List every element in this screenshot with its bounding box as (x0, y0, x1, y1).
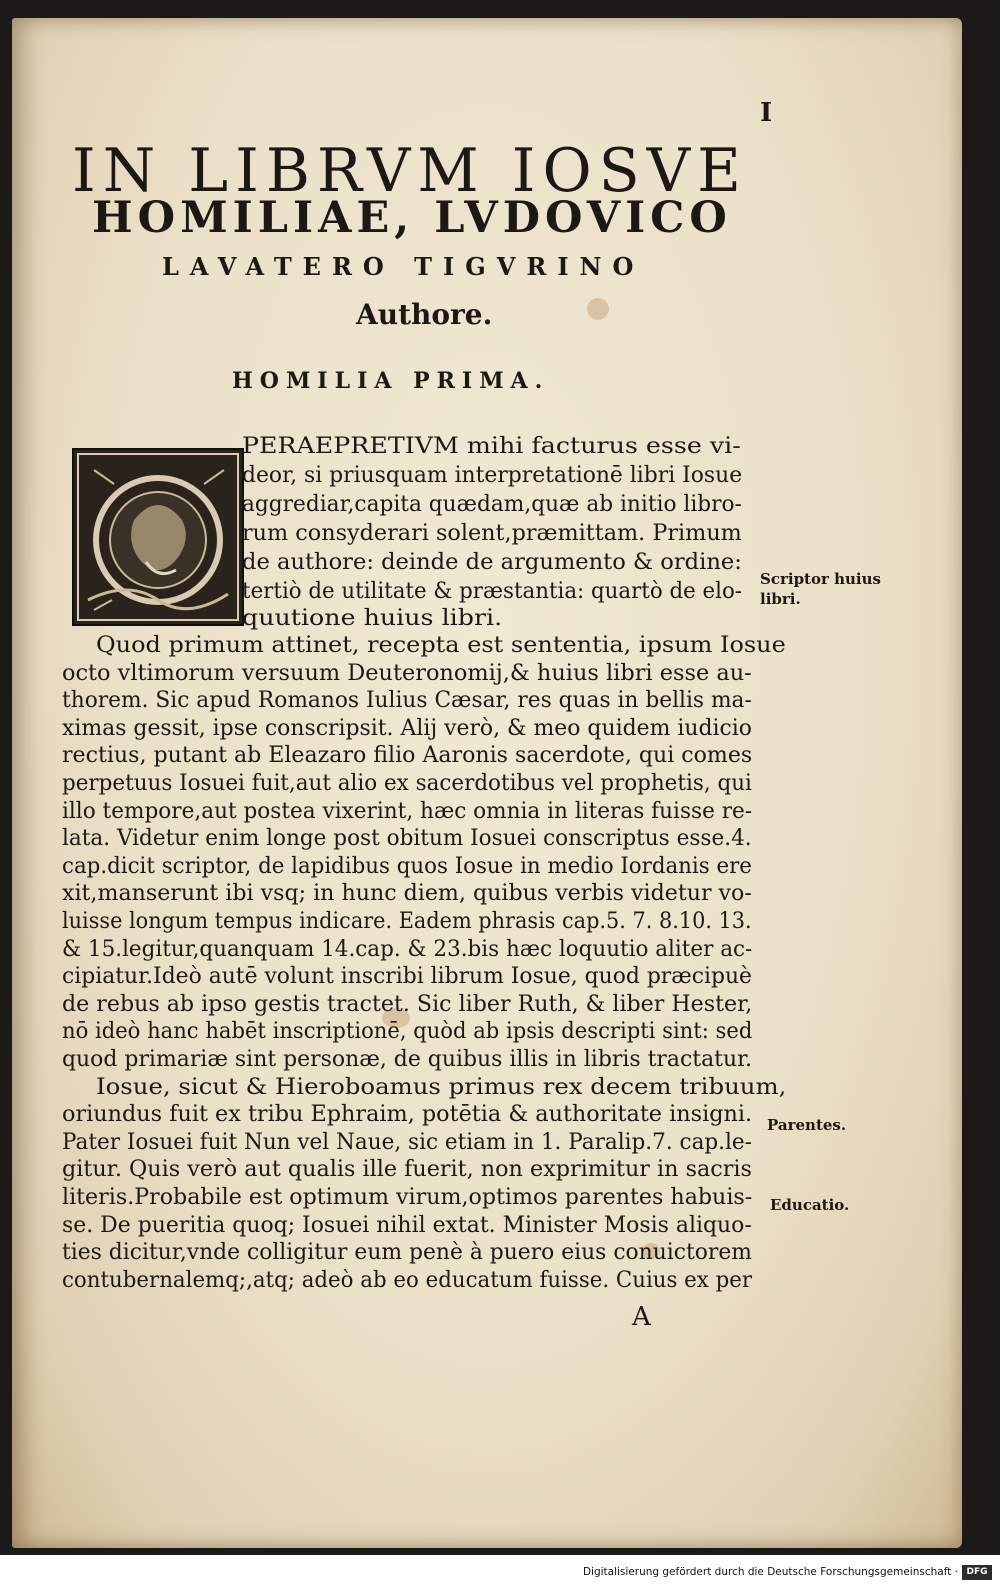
body-line: ximas gessit, ipse conscripsit. Alij verò, & meo quidem iudicio (62, 714, 752, 741)
book-page (12, 18, 962, 1548)
margin-note-educatio: Educatio. (770, 1196, 850, 1214)
body-line: contubernalemq;,atq; adeò ab eo educatum fuisse. Cuius ex per (62, 1266, 753, 1293)
body-line: de authore: deinde de argumento & ordine: (242, 550, 742, 575)
body-line: Quod primum attinet, recepta est sententia, ipsum Iosue (96, 632, 786, 658)
body-line: Iosue, sicut & Hieroboamus primus rex decem tribuum, (96, 1073, 787, 1100)
body-line: xit,manserunt ibi vsq; in hunc diem, quibus verbis videtur vo- (62, 880, 752, 907)
digitization-credit: Digitalisierung gefördert durch die Deutsche Forschungsgemeinschaft · (582, 1566, 958, 1578)
body-line: illo tempore,aut postea vixerint, hæc omnia in literas fuisse re- (62, 797, 753, 824)
body-line: rectius, putant ab Eleazaro filio Aaronis sacerdote, qui comes (62, 742, 753, 769)
body-line: de rebus ab ipso gestis tractet. Sic liber Ruth, & liber Hester, (62, 990, 753, 1017)
signature-mark: A (632, 1302, 651, 1332)
body-line: aggrediar,capita quædam,quæ ab initio libro- (242, 492, 742, 517)
body-line: cipiatur.Ideò autē volunt inscribi librum Iosue, quod præcipuè (62, 963, 753, 990)
body-line: deor, si priusquam interpretationē libri Iosue (242, 463, 743, 488)
decorated-initial-image (72, 448, 244, 626)
title-line-3: LAVATERO TIGVRINO (162, 252, 645, 281)
body-line: lata. Videtur enim longe post obitum Iosuei conscriptus esse.4. (62, 825, 752, 852)
body-line: cap.dicit scriptor, de lapidibus quos Iosue in medio Iordanis ere (62, 852, 752, 879)
folio-number: I (760, 98, 773, 128)
title-line-4: Authore. (356, 298, 493, 331)
margin-note-scriptor: Scriptor huius (760, 570, 881, 588)
body-line: perpetuus Iosuei fuit,aut alio ex sacerdotibus vel prophetis, qui (62, 770, 752, 796)
body-line: PERAEPRETIVM mihi facturus esse vi- (242, 434, 741, 459)
homily-heading: HOMILIA PRIMA. (232, 368, 550, 394)
paper-stain (587, 298, 609, 320)
body-line: ties dicitur,vnde colligitur eum penè à puero eius conuictorem (62, 1239, 752, 1266)
margin-note-scriptor-2: libri. (760, 590, 801, 608)
body-line: oriundus fuit ex tribu Ephraim, potētia & authoritate insigni. (62, 1101, 753, 1128)
body-line: & 15.legitur,quanquam 14.cap. & 23.bis hæc loquutio aliter ac- (62, 935, 753, 962)
body-line: thorem. Sic apud Romanos Iulius Cæsar, res quas in bellis ma- (62, 687, 752, 714)
body-line: octo vltimorum versuum Deuteronomij,& huius libri esse au- (62, 659, 752, 686)
body-line: literis.Probabile est optimum virum,optimos parentes habuis- (62, 1184, 753, 1210)
body-line: tertiò de utilitate & præstantia: quartò de elo- (242, 579, 742, 604)
body-line: luisse longum tempus indicare. Eadem phrasis cap.5. 7. 8.10. 13. (62, 908, 752, 934)
body-line: quod primariæ sint personæ, de quibus illis in libris tractatur. (62, 1046, 753, 1072)
margin-note-parentes: Parentes. (767, 1116, 847, 1134)
body-line: rum consyderari solent,præmittam. Primum (242, 521, 742, 546)
title-line-1: IN LIBRVM IOSVE (72, 136, 748, 206)
body-line: quutione huius libri. (242, 606, 503, 631)
body-line: nō ideò hanc habēt inscriptionē, quòd ab ipsis descripti sint: sed (62, 1018, 753, 1045)
body-line: Pater Iosuei fuit Nun vel Naue, sic etiam in 1. Paralip.7. cap.le- (62, 1128, 752, 1155)
body-line: gitur. Quis verò aut qualis ille fuerit, non exprimitur in sacris (62, 1156, 752, 1183)
body-line: se. De pueritia quoq; Iosuei nihil extat. Minister Mosis aliquo- (62, 1211, 752, 1238)
dfg-logo: DFG (962, 1565, 992, 1580)
title-line-2: HOMILIAE, LVDOVICO (92, 193, 732, 243)
woodcut-initial-graphic (74, 450, 242, 624)
